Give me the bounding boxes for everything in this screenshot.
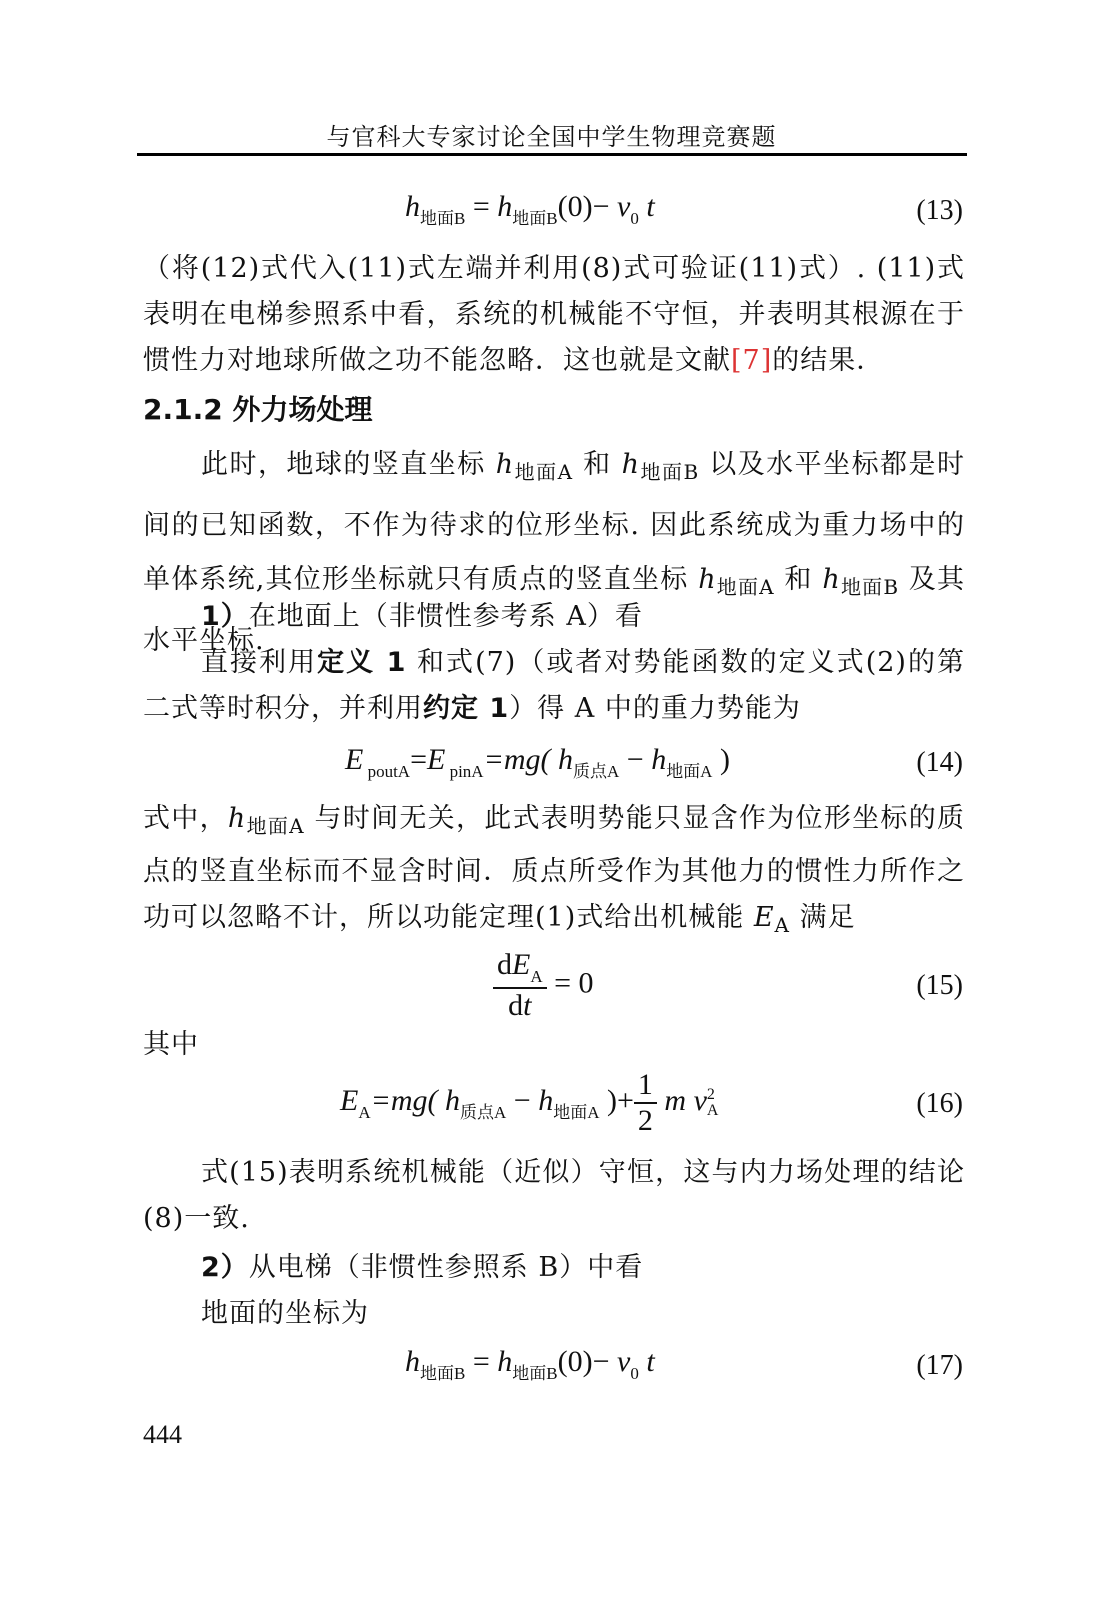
equation-number-14: (14) <box>916 747 963 778</box>
equation-15: $\frac{dE_A}{dt}$ = 0 <box>493 948 594 1023</box>
equation-13: $h_{地面B} = h_{地面B}(0)- v_0$ t <box>405 190 655 228</box>
equation-number-15: (15) <box>916 970 963 1001</box>
paragraph-4: 式中，$h_{地面A}$ 与时间无关，此式表明势能只显含作为位形坐标的质点的竖直坐标而不显含时间．质点所受作为其他力的惯性力所作之功可以忽略不计，所以功能定理(1)式给出机械能 $E_A$ 满足 <box>143 803 965 937</box>
equation-number-17: (17) <box>916 1350 963 1381</box>
equation-number-13: (13) <box>916 195 963 226</box>
paragraph-5: 其中 <box>143 1029 199 1060</box>
equation-number-16: (16) <box>916 1088 963 1119</box>
fraction-dE-dt: $\frac{dE_A}{dt}$ <box>493 948 547 1023</box>
fraction-one-half: $\frac{1}{2}$ <box>634 1068 657 1138</box>
equation-16: $E_A=mg$( $h_{质点A} - h_{地面A}$ )+ $\frac{1}{2}$ m v 2 A <box>340 1068 719 1137</box>
page-number: 444 <box>143 1420 182 1449</box>
eq13-h: h <box>405 190 420 223</box>
running-header: 与官科大专家讨论全国中学生物理竞赛题 <box>326 123 777 151</box>
header-rule <box>137 153 967 156</box>
paragraph-6: 式(15)表明系统机械能（近似）守恒，这与内力场处理的结论(8)一致. <box>143 1157 965 1234</box>
citation-link[interactable]: [7] <box>731 345 773 376</box>
paragraph-1: （将(12)式代入(11)式左端并利用(8)式可验证(11)式）. (11)式表明在电梯参照系中看，系统的机械能不守恒，并表明其根源在于惯性力对地球所做之功不能忽略．这也就是文献[7]的结果． <box>143 253 965 376</box>
list-item-2: 2）从电梯（非惯性参照系 B）中看 <box>201 1252 644 1283</box>
list-item-1: 1）在地面上（非惯性参考系 A）看 <box>201 601 643 632</box>
paragraph-2: 此时，地球的竖直坐标 $h_{地面A}$ 和 $h_{地面B}$ 以及水平坐标都是时间的已知函数，不作为待求的位形坐标. 因此系统成为重力场中的单体系统,其位形坐标就只有质点的竖直坐标 $h_{地面A}$ 和 $h_{地面B}$ 及其水平坐标. <box>143 449 965 656</box>
paragraph-7: 地面的坐标为 <box>201 1298 369 1329</box>
equation-14: E $_{poutA}$=E $_{pinA}$=mg( $h_{质点A} - h_{地面A}$ ) <box>345 743 730 781</box>
section-heading: 2.1.2 外力场处理 <box>143 393 373 426</box>
equation-17: $h_{地面B} = h_{地面B}(0)- v_0$ t <box>405 1345 655 1383</box>
paragraph-3: 直接利用定义 1 和式(7)（或者对势能函数的定义式(2)的第二式等时积分，并利用约定 1）得 A 中的重力势能为 <box>143 647 966 724</box>
